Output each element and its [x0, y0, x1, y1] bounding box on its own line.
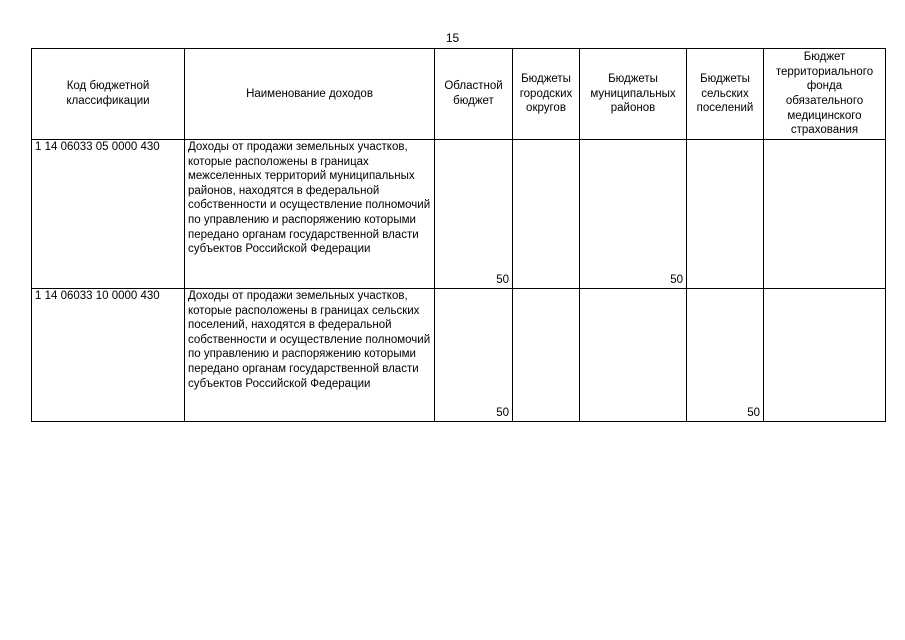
header-budget-code: Код бюджетной классификации [32, 49, 185, 140]
header-regional-budget: Областной бюджет [435, 49, 513, 140]
city-district-budgets-value [513, 140, 580, 289]
revenue-name-cell: Доходы от продажи земельных участков, которые расположены в границах сельских поселений, находятся в федеральной собственности и осуществление полномочий по управлению и распоряжению которыми передано органам государственной власти субъектов Российской Федерации [185, 289, 435, 422]
header-medical-insurance-fund-budget: Бюджет территориального фонда обязательного медицинского страхования [764, 49, 886, 140]
municipal-district-budgets-value: 50 [580, 140, 687, 289]
header-municipal-district-budgets: Бюджеты муниципальных районов [580, 49, 687, 140]
table-row [32, 289, 886, 422]
table-row [32, 140, 886, 289]
medical-insurance-fund-value [764, 289, 886, 422]
revenue-name-cell: Доходы от продажи земельных участков, которые расположены в границах межселенных территорий муниципальных районов, находятся в федеральной собственности и осуществление полномочий по управлению и распоряжению которыми передано органам государственной власти субъектов Российской Федерации [185, 140, 435, 289]
page-number: 15 [445, 31, 460, 45]
rural-settlement-budgets-value: 50 [687, 289, 764, 422]
municipal-district-budgets-value [580, 289, 687, 422]
header-rural-settlement-budgets: Бюджеты сельских поселений [687, 49, 764, 140]
city-district-budgets-value [513, 289, 580, 422]
regional-budget-value: 50 [435, 289, 513, 422]
budget-code-cell: 1 14 06033 05 0000 430 [32, 140, 185, 289]
medical-insurance-fund-value [764, 140, 886, 289]
header-revenue-name: Наименование доходов [185, 49, 435, 140]
table-header-row [32, 49, 886, 140]
rural-settlement-budgets-value [687, 140, 764, 289]
regional-budget-value: 50 [435, 140, 513, 289]
revenue-classification-table [31, 48, 886, 422]
header-city-district-budgets: Бюджеты городских округов [513, 49, 580, 140]
budget-code-cell: 1 14 06033 10 0000 430 [32, 289, 185, 422]
